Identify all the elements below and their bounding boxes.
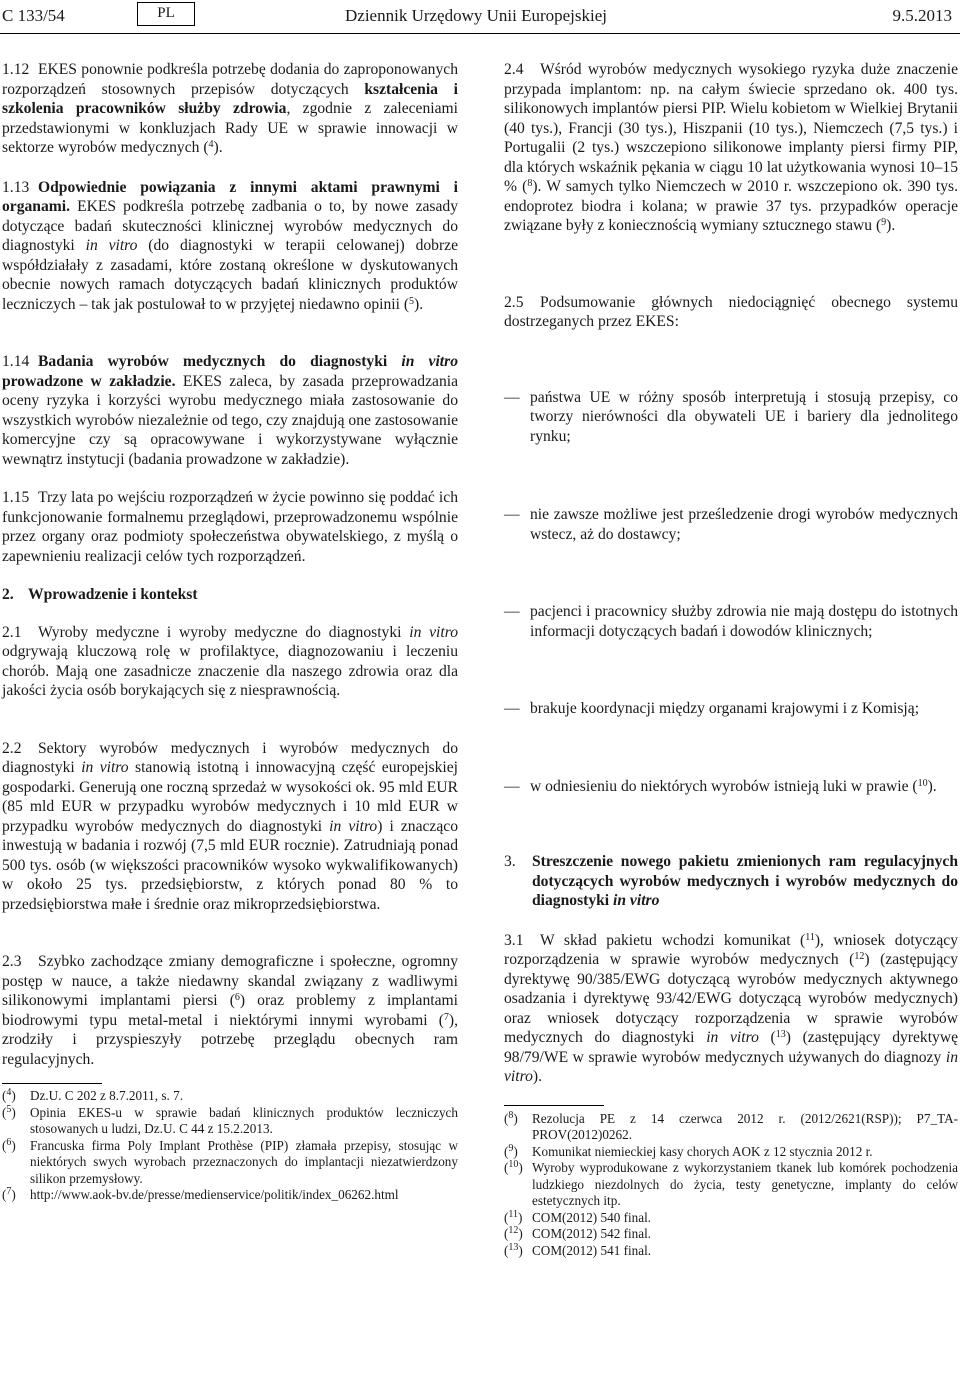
- paragraph-1-15: 1.15 Trzy lata po wejściu rozporządzeń w życie powinno się poddać ich funkcjonowanie formalnemu przeglądowi, przeprowadzonemu wspólnie przez organy oraz podmioty społeczeństwa obywatelskiego, z myślą o zapewnieniu realizacji celów tych rozporządzeń.: [2, 489, 458, 565]
- footnote: ($^{13}$) COM(2012) 541 final.: [504, 1241, 652, 1258]
- footnote-ref[interactable]: 10: [917, 777, 928, 789]
- footnote-ref[interactable]: 7: [443, 1011, 449, 1023]
- footnote: ($^4$) Dz.U. C 202 z 8.7.2011, s. 7.: [2, 1087, 183, 1103]
- footnote-ref[interactable]: 4: [208, 139, 214, 150]
- left-column: [2, 60, 458, 1204]
- list-item: — nie zawsze możliwe jest prześledzenie drogi wyrobów medycznych wstecz, aż do dostawcy;: [504, 506, 958, 543]
- page-header: [0, 0, 960, 34]
- deficiency-list: [504, 388, 958, 797]
- section-2-heading: 2. Wprowadzenie i kontekst: [2, 586, 198, 603]
- right-column: [504, 60, 958, 1259]
- paragraph-1-12: 1.12 EKES ponownie podkreśla potrzebę dodania do zaproponowanych rozporządzeń stosownych przepisów dotyczących kształcenia i szkolenia pracowników służby zdrowia, zgodnie z zaleceniami przedstawionymi w konkluzjach Rady UE w sprawie innowacji w sektorze wyrobów medycznych ($^4$).: [2, 61, 458, 156]
- header-rule: [0, 33, 960, 34]
- list-item: — w odniesieniu do niektórych wyrobów istnieją luki w prawie ($^{10}$).: [504, 777, 937, 795]
- paragraph-2-4: 2.4 Wśród wyrobów medycznych wysokiego ryzyka duże znaczenie przypada implantom: np. na całym świecie sprzedano ok. 400 tys. silikonowych implantów piersi PIP. Wielu kobietom w Wielkiej Brytanii (40 tys.), Francji (30 tys.), Hiszpanii (10 tys.), Niemczech (7,5 tys.) i Portugalii (2 tys.) wszczepiono silikonowe implanty piersi firmy PIP, dla których wskaźnik pękania w ciągu 10 lat użytkowania wynosi 10–15 % ($^8$). W samych tylko Niemczech w 2010 r. wszczepiono ok. 390 tys. endoprotez biodra i kolana; w prawie 37 tys. przypadków operacje związane były z koniecznością wymiany sztucznego stawu ($^9$).: [504, 61, 958, 234]
- footnote-ref[interactable]: 11: [805, 931, 815, 943]
- footnote-ref[interactable]: 5: [409, 295, 415, 307]
- footnote-ref[interactable]: 12: [854, 951, 865, 962]
- paragraph-3-1: 3.1 W skład pakietu wchodzi komunikat ($^{11}$), wniosek dotyczący rozporządzenia w sprawie wyrobów medycznych ($^{12}$) (zastępujący dyrektywę 90/385/EWG dotyczącą wyrobów medycznych aktywnego osadzania i dyrektywę 93/42/EWG dotyczącą wyrobów medycznych) oraz wniosek dotyczący rozporządzenia w sprawie wyrobów medycznych do diagnostyki in vitro ($^{13}$) (zastępujący dyrektywę 98/79/WE w sprawie wyrobów medycznych używanych do diagnozy in vitro).: [504, 931, 959, 1085]
- footnote-link[interactable]: ($^7$) http://www.aok-bv.de/presse/medienservice/politik/index_06262.html: [2, 1186, 399, 1202]
- footnote: ($^6$) Francuska firma Poly Implant Prothèse (PIP) złamała przepisy, stosując w niektórych swych wyrobach przeznaczonych do implantacji niezatwierdzony silikon przemysłowy.: [2, 1136, 458, 1186]
- paragraph-2-5: 2.5 Podsumowanie głównych niedociągnięć obecnego systemu dostrzeganych przez EKES:: [504, 293, 958, 330]
- footnote-rule: [504, 1105, 604, 1106]
- footnotes-left: [2, 1088, 458, 1204]
- footnotes-right: [504, 1111, 958, 1260]
- footnote-ref[interactable]: 13: [775, 1029, 786, 1040]
- footnote-rule: [2, 1083, 102, 1084]
- list-item: — pacjenci i pracownicy służby zdrowia nie mają dostępu do istotnych informacji dotyczących badań i dowodów klinicznych;: [504, 603, 958, 640]
- paragraph-2-2: 2.2 Sektory wyrobów medycznych i wyrobów medycznych do diagnostyki in vitro stanowią istotną i innowacyjną część europejskiej gospodarki. Generują one roczną sprzedaż w wysokości ok. 95 mld EUR (85 mld EUR w przypadku wyrobów medycznych i 10 mld EUR w przypadku wyrobów medycznych do diagnostyki in vitro) i znacząco inwestują w badania i rozwój (7,5 mld EUR rocznie). Zatrudniają ponad 500 tys. osób (w większości pracowników wysoko wykwalifikowanych) w około 25 tys. przedsiębiorstw, z których ponad 80 % to przedsiębiorstwa małe i średnie oraz mikroprzedsiębiorstwa.: [2, 739, 459, 913]
- paragraph-1-13: 1.13 Odpowiednie powiązania z innymi aktami prawnymi i organami. EKES podkreśla potrzebę zadbania o to, by nowe zasady dotyczące badań skuteczności klinicznej wyrobów medycznych do diagnostyki in vitro (do diagnostyki w terapii celowanej) dobrze współdziałały z zasadami, które zostaną określone w dyskutowanych obecnie nowych ramach dotyczących badań klinicznych produktów leczniczych – tak jak postulował to w przyjętej niedawno opinii ($^5$).: [2, 178, 458, 313]
- footnote: ($^5$) Opinia EKES-u w sprawie badań klinicznych produktów leczniczych stosowanych u ludzi, Dz.U. C 44 z 15.2.2013.: [2, 1103, 458, 1136]
- journal-title: Dziennik Urzędowy Unii Europejskiej: [345, 6, 608, 25]
- footnote-ref[interactable]: 9: [881, 217, 887, 228]
- section-3-heading: 3. Streszczenie nowego pakietu zmienionych ram regulacyjnych dotyczących wyrobów medycznych i wyrobów medycznych do diagnostyki in vitro: [504, 853, 958, 909]
- footnote: ($^8$) Rezolucja PE z 14 czerwca 2012 r. (2012/2621(RSP)); P7_TA-PROV(2012)0262.: [504, 1109, 958, 1142]
- list-item: — państwa UE w różny sposób interpretują i stosują przepisy, co tworzy nierówności dla obywateli UE i bariery dla jednolitego rynku;: [504, 388, 958, 445]
- paragraph-2-1: 2.1 Wyroby medyczne i wyroby medyczne do diagnostyki in vitro odgrywają kluczową rolę w profilaktyce, diagnozowaniu i leczeniu chorób. Mają one zasadnicze znaczenie dla naszego zdrowia oraz dla jakości życia osób borykających się z niesprawnością.: [2, 623, 458, 699]
- language-code-box: PL: [137, 2, 195, 26]
- page-reference: C 133/54: [2, 6, 65, 25]
- footnote: ($^{11}$) COM(2012) 540 final.: [504, 1208, 652, 1225]
- list-item: — brakuje koordynacji między organami krajowymi i z Komisją;: [504, 700, 920, 717]
- publication-date: 9.5.2013: [892, 6, 952, 25]
- paragraph-2-3: 2.3 Szybko zachodzące zmiany demograficzne i społeczne, ogromny postęp w nauce, a także niedawny skandal związany z wadliwymi silikonowymi implantami piersi ($^6$) oraz problemy z implantami biodrowymi typu metal-metal i niektórymi innymi wyrobami ($^7$), zrodziły i przyspieszyły potrzebę przeglądu obecnych ram regulacyjnych.: [2, 953, 458, 1068]
- footnote-ref[interactable]: 6: [234, 992, 240, 1003]
- footnote-ref[interactable]: 8: [527, 178, 533, 189]
- footnote: ($^{12}$) COM(2012) 542 final.: [504, 1225, 652, 1241]
- footnote: ($^{10}$) Wyroby wyprodukowane z wykorzystaniem tkanek lub komórek pochodzenia ludzkiego niezdolnych do życia, testy genetyczne, implanty do celów estetycznych itp.: [504, 1159, 958, 1208]
- footnote: ($^9$) Komunikat niemieckiej kasy chorych AOK z 12 stycznia 2012 r.: [504, 1142, 873, 1159]
- paragraph-1-14: 1.14 Badania wyrobów medycznych do diagnostyki in vitro prowadzone w zakładzie. EKES zaleca, by zasada przeprowadzania oceny ryzyka i korzyści wyrobu medycznego miała zastosowanie do wszystkich wyrobów niezależnie od tego, czy znajdują one zastosowanie komercyjne czy są opracowywane i wykorzystywane wyłącznie wewnątrz instytucji (badania prowadzone w zakładzie).: [2, 353, 458, 468]
